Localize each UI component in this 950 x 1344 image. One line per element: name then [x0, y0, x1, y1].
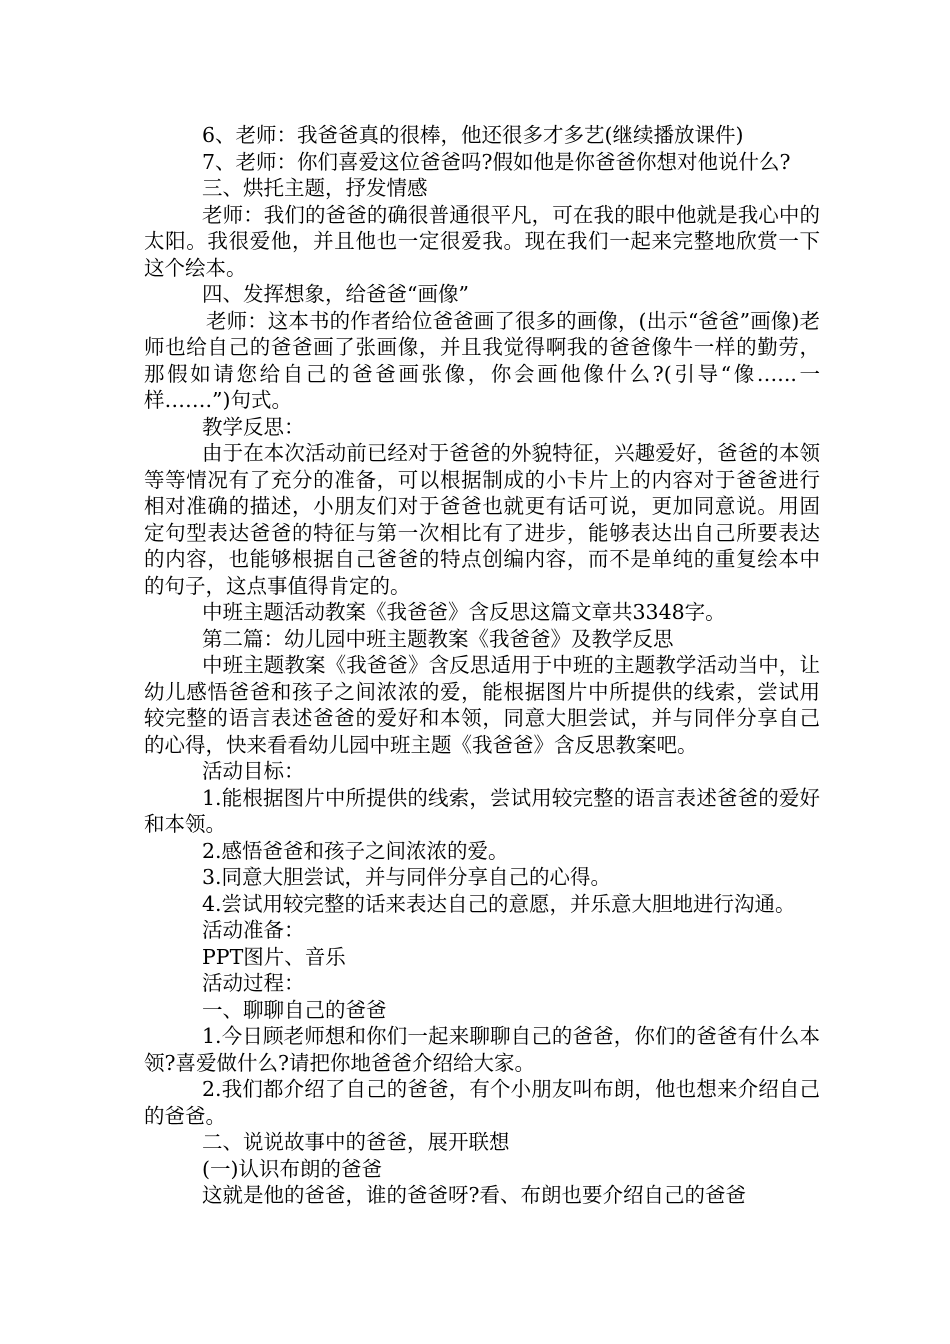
paragraph: 7、老师：你们喜爱这位爸爸吗?假如他是你爸爸你想对他说什么? [202, 149, 791, 174]
document-body [144, 122, 820, 1209]
paragraph: 这就是他的爸爸，谁的爸爸呀?看、布朗也要介绍自己的爸爸 [202, 1183, 746, 1207]
paragraph: PPT图片、音乐 [202, 944, 346, 969]
section-heading: 四、发挥想象，给爸爸“画像” [202, 282, 469, 306]
section-heading: 活动过程： [202, 971, 305, 995]
paragraph: 中班主题活动教案《我爸爸》含反思这篇文章共3348字。 [202, 600, 726, 624]
paragraph: 中班主题教案《我爸爸》含反思适用于中班的主题教学活动当中，让幼儿感悟爸爸和孩子之间浓浓的爱，能根据图片中所提供的线索，尝试用较完整的语言表述爸爸的爱好和本领，同意大胆尝试，并与同伴分享自己的心得，快来看看幼儿园中班主题《我爸爸》含反思教案吧。 [144, 653, 820, 757]
list-item: 1.今日顾老师想和你们一起来聊聊自己的爸爸，你们的爸爸有什么本领?喜爱做什么?请把你地爸爸介绍给大家。 [144, 1024, 820, 1075]
section-heading: 一、聊聊自己的爸爸 [202, 997, 387, 1022]
paragraph: 由于在本次活动前已经对于爸爸的外貌特征，兴趣爱好，爸爸的本领等等情况有了充分的准备，可以根据制成的小卡片上的内容对于爸爸进行相对准确的描述，小朋友们对于爸爸也就更有话可说，更加同意说。用固定句型表达爸爸的特征与第一次相比有了进步，能够表达出自己所要表达的内容，也能够根据自己爸爸的特点创编内容，而不是单纯的重复绘本中的句子，这点事值得肯定的。 [144, 441, 820, 598]
list-item: 2.我们都介绍了自己的爸爸，有个小朋友叫布朗，他也想来介绍自己的爸爸。 [144, 1077, 820, 1128]
paragraph: 老师：这本书的作者给位爸爸画了很多的画像，(出示“爸爸”画像)老师也给自己的爸爸画了张画像，并且我觉得啊我的爸爸像牛一样的勤劳，那假如请您给自己的爸爸画张像，你会画他像什么?(引导“像…...一样…….”)句式。 [144, 308, 820, 412]
paragraph: 老师：我们的爸爸的确很普通很平凡，可在我的眼中他就是我心中的太阳。我很爱他，并且他也一定很爱我。现在我们一起来完整地欣赏一下这个绘本。 [144, 202, 820, 280]
list-item: 4.尝试用较完整的话来表达自己的意愿，并乐意大胆地进行沟通。 [202, 891, 796, 916]
section-heading: 活动目标： [202, 759, 305, 783]
list-item: 1.能根据图片中所提供的线索，尝试用较完整的语言表述爸爸的爱好和本领。 [144, 785, 820, 836]
list-item: 2.感悟爸爸和孩子之间浓浓的爱。 [202, 838, 509, 863]
section-heading: 三、烘托主题，抒发情感 [202, 176, 428, 200]
section-heading: 二、说说故事中的爸爸，展开联想 [202, 1130, 510, 1154]
section-heading: (一)认识布朗的爸爸 [202, 1156, 382, 1181]
section-heading: 教学反思： [202, 414, 305, 439]
section-heading: 活动准备： [202, 918, 305, 942]
paragraph: 6、老师：我爸爸真的很棒，他还很多才多艺(继续播放课件) [202, 123, 744, 147]
list-item: 3.同意大胆尝试，并与同伴分享自己的心得。 [202, 865, 612, 889]
section-heading: 第二篇：幼儿园中班主题教案《我爸爸》及教学反思 [202, 626, 674, 651]
